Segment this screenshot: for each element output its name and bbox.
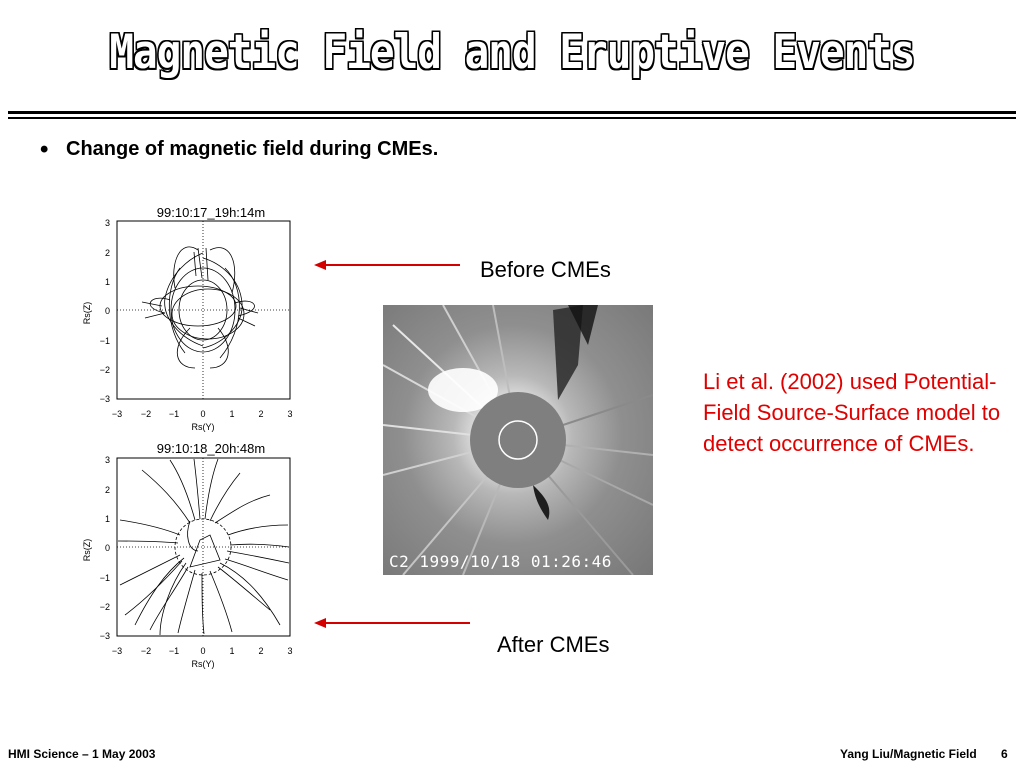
top-x-tick-0: 0 bbox=[200, 409, 206, 419]
bottom-y-tick-m1: −1 bbox=[99, 573, 110, 583]
coronagraph-image bbox=[383, 305, 653, 575]
top-x-tick-2: 2 bbox=[258, 409, 264, 419]
title-rule-thick bbox=[8, 111, 1016, 114]
bottom-x-tick-0: 0 bbox=[200, 646, 206, 656]
top-plot bbox=[70, 218, 300, 438]
top-x-tick-m3: −3 bbox=[111, 409, 123, 419]
bottom-x-axis-label: Rs(Y) bbox=[191, 659, 215, 669]
bottom-x-tick-3: 3 bbox=[287, 646, 293, 656]
top-y-tick-1: 1 bbox=[104, 277, 110, 287]
coronagraph-streamers bbox=[383, 305, 653, 575]
bottom-x-tick-m2: −2 bbox=[140, 646, 152, 656]
top-y-tick-3: 3 bbox=[104, 218, 110, 228]
top-x-tick-3: 3 bbox=[287, 409, 293, 419]
bullet-text: Change of magnetic field during CMEs. bbox=[66, 138, 439, 160]
top-x-tick-m2: −2 bbox=[140, 409, 152, 419]
slide-title: Magnetic Field and Eruptive Events bbox=[109, 24, 915, 80]
after-arrow-head bbox=[314, 618, 326, 628]
top-y-tick-m2: −2 bbox=[99, 365, 110, 375]
top-y-tick-m1: −1 bbox=[99, 336, 110, 346]
bottom-plot bbox=[70, 455, 300, 675]
bottom-plot-title: 99:10:18_20h:48m bbox=[156, 441, 266, 456]
bottom-y-tick-1: 1 bbox=[104, 514, 110, 524]
before-arrow-line bbox=[324, 264, 460, 266]
before-arrow-head bbox=[314, 260, 326, 270]
before-cmes-label: Before CMEs bbox=[480, 257, 611, 282]
bottom-x-tick-m3: −3 bbox=[111, 646, 123, 656]
bottom-x-tick-2: 2 bbox=[258, 646, 264, 656]
top-y-tick-m3: −3 bbox=[99, 394, 110, 404]
top-y-tick-0: 0 bbox=[104, 306, 110, 316]
top-x-tick-1: 1 bbox=[229, 409, 235, 419]
coronagraph-caption: C2 1999/10/18 01:26:46 bbox=[389, 552, 612, 571]
bottom-y-tick-2: 2 bbox=[104, 485, 110, 495]
bottom-x-tick-1: 1 bbox=[229, 646, 235, 656]
bottom-y-tick-3: 3 bbox=[104, 455, 110, 465]
footer-left: HMI Science – 1 May 2003 bbox=[8, 747, 156, 761]
page-number: 6 bbox=[1001, 747, 1008, 761]
title-rule-thin bbox=[8, 117, 1016, 119]
top-plot-svg bbox=[70, 218, 300, 438]
bottom-y-tick-0: 0 bbox=[104, 543, 110, 553]
method-note: Li et al. (2002) used Potential-Field Source-Surface model to detect occurrence of CMEs. bbox=[703, 369, 1001, 456]
bottom-x-tick-m1: −1 bbox=[168, 646, 180, 656]
bottom-plot-svg bbox=[70, 455, 300, 675]
top-plot-title: 99:10:17_19h:14m bbox=[156, 205, 266, 220]
top-x-tick-m1: −1 bbox=[168, 409, 180, 419]
footer-right: Yang Liu/Magnetic Field bbox=[840, 747, 977, 761]
bullet-marker: • bbox=[40, 136, 49, 163]
bottom-y-axis-label: Rs(Z) bbox=[82, 538, 92, 562]
after-cmes-label: After CMEs bbox=[497, 632, 610, 657]
after-arrow-line bbox=[324, 622, 470, 624]
bottom-y-tick-m2: −2 bbox=[99, 602, 110, 612]
bottom-y-tick-m3: −3 bbox=[99, 631, 110, 641]
top-x-axis-label: Rs(Y) bbox=[191, 422, 215, 432]
top-y-axis-label: Rs(Z) bbox=[82, 301, 92, 325]
top-y-tick-2: 2 bbox=[104, 248, 110, 258]
